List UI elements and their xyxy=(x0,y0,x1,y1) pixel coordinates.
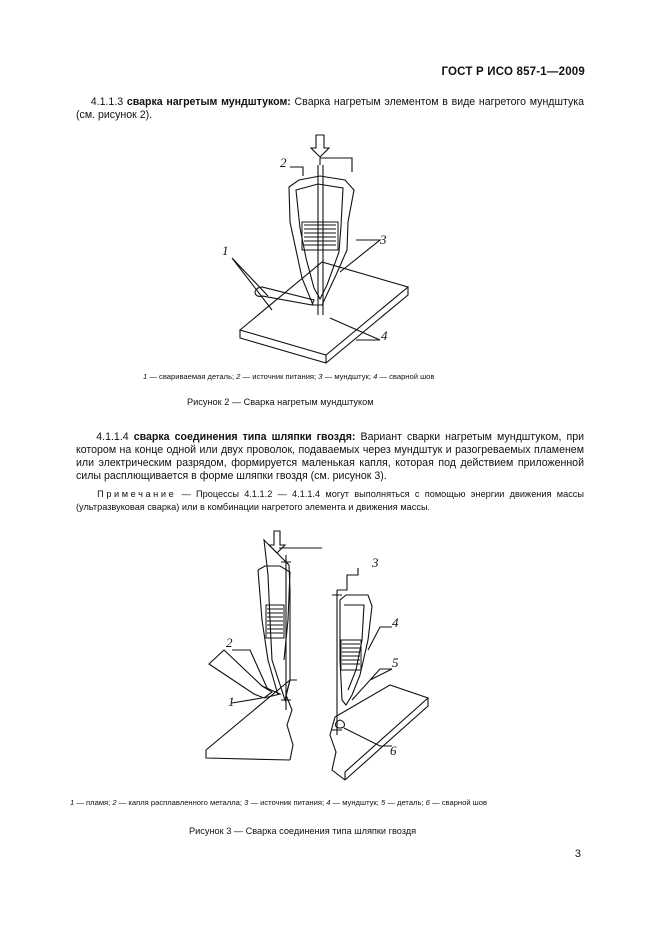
figure-2-caption: Рисунок 2 — Сварка нагретым мундштуком xyxy=(187,397,374,407)
note-label: Примечание xyxy=(97,489,177,499)
filler-rod xyxy=(318,165,323,315)
leader-lines xyxy=(232,627,392,746)
right-torch xyxy=(340,595,372,705)
fig2-label-1: 1 xyxy=(222,243,229,258)
figure-2-legend: 1 — свариваемая деталь; 2 — источник питания; 3 — мундштук; 4 — сварной шов xyxy=(143,372,435,381)
fig3-label-2: 2 xyxy=(226,635,233,650)
figure-3-legend: 1 — пламя; 2 — капля расплавленного металла; 3 — источник питания; 4 — мундштук; 5 — деталь; 6 — сварной шов xyxy=(70,798,488,807)
fig2-label-4: 4 xyxy=(381,328,388,343)
feed-arrow-icon xyxy=(311,135,329,157)
fig2-label-3: 3 xyxy=(380,232,387,247)
figure-3-caption: Рисунок 3 — Сварка соединения типа шляпки гвоздя xyxy=(189,826,417,836)
heating-coil xyxy=(302,222,338,250)
feed-arrow-icon xyxy=(269,531,285,553)
page-number: 3 xyxy=(574,848,581,860)
inclined-wire xyxy=(255,287,314,305)
clause-definition: Вариант сварки нагретым мундштуком, при котором на конце одной или двух проволок, подаваемых через мундштук и разогреваемых пламенем или электрическим разрядом, формируется маленькая капля, которая под действием приложенной силы расплющивается в форме шляпки гвоздя (см. рисунок 3). xyxy=(76,431,585,482)
standard-header: ГОСТ Р ИСО 857-1—2009 xyxy=(441,66,585,78)
fig3-label-4: 4 xyxy=(392,615,399,630)
clause-definition: Сварка нагретым элементом в виде нагретого мундштука (см. рисунок 2). xyxy=(76,96,585,121)
fig3-label-3: 3 xyxy=(372,555,379,570)
right-coil xyxy=(341,640,361,670)
clause-term: сварка нагретым мундштуком: xyxy=(126,96,291,108)
clause-term: сварка соединения типа шляпки гвоздя: xyxy=(133,431,356,443)
power-wire xyxy=(290,158,352,176)
leader-lines xyxy=(232,240,380,340)
fig2-label-2: 2 xyxy=(280,155,287,170)
note-text: — Процессы 4.1.1.2 — 4.1.1.4 могут выполняться с помощью энергии движения массы (ультразвуковая сварка) или в комбинации нагретого элемента и движения массы. xyxy=(76,489,584,512)
clause-number: 4.1.1.3 xyxy=(90,96,124,108)
fig3-label-1: 1 xyxy=(228,694,235,709)
left-coil xyxy=(266,605,284,638)
flame-nozzle xyxy=(209,650,272,698)
clause-number: 4.1.1.4 xyxy=(96,431,129,443)
fig3-label-5: 5 xyxy=(392,655,399,670)
workpiece-plate xyxy=(240,262,408,363)
power-wire xyxy=(337,568,358,590)
fig3-label-6: 6 xyxy=(390,743,397,758)
